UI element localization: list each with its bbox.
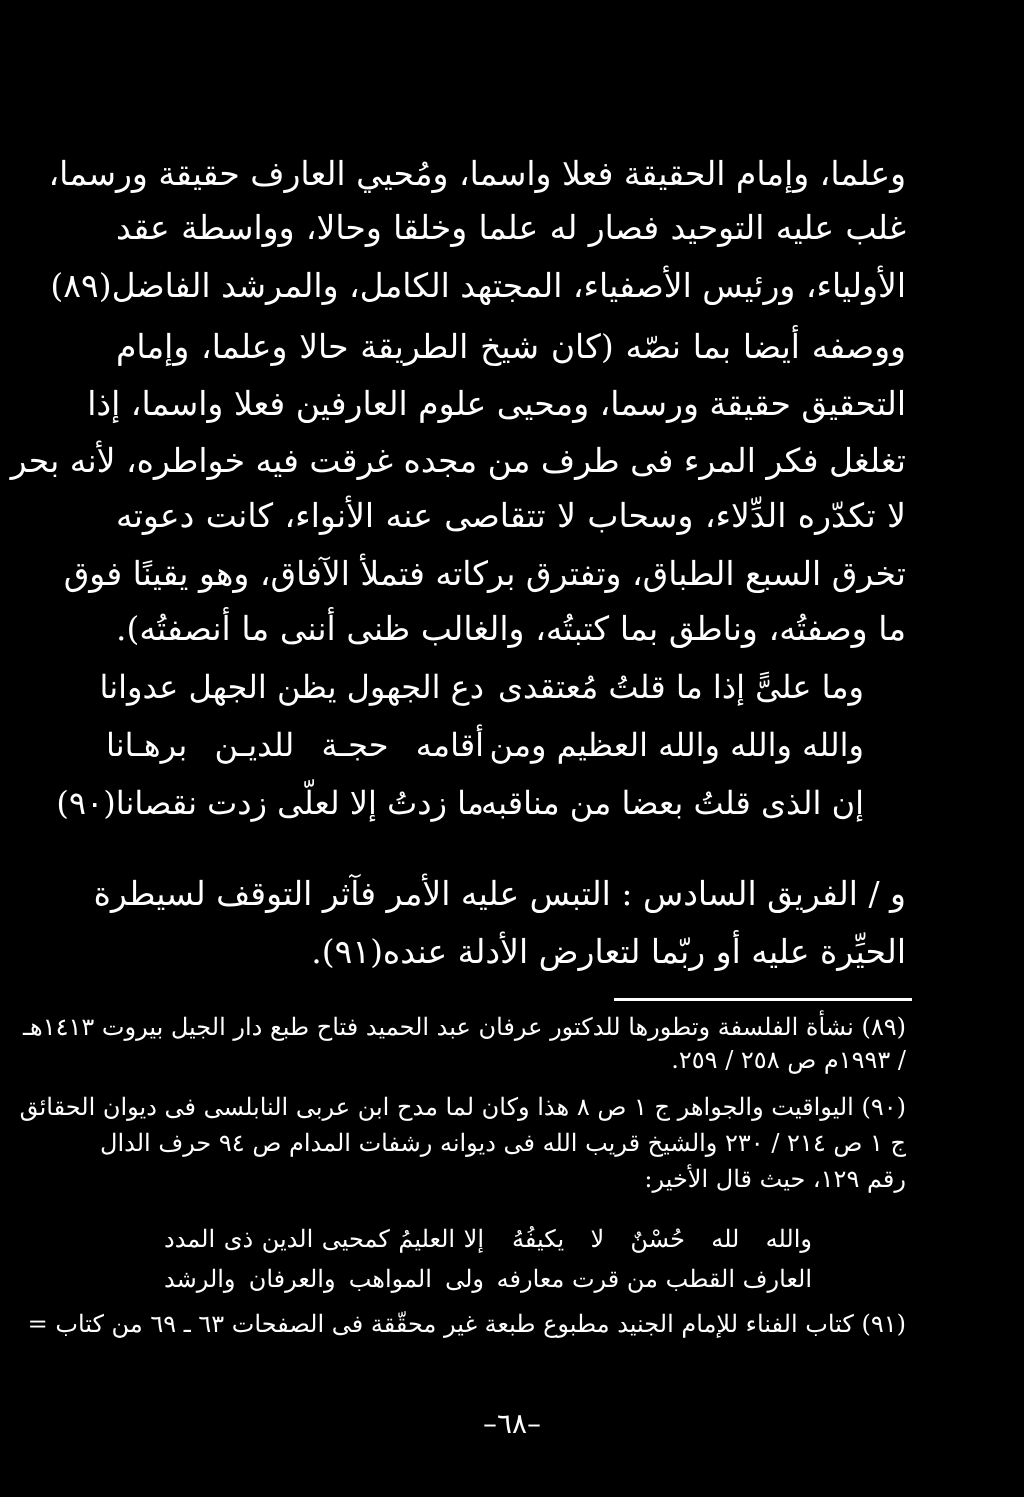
page-number: –٦٨– — [482, 1407, 542, 1440]
footnote-90-line-1: (٩٠) اليواقيت والجواهر ج ١ ص ٨ هذا وكان لما مدح ابن عربى النابلسى فى ديوان الحقائق — [19, 1093, 906, 1121]
footnote-91-line-1: (٩١) كتاب الفناء للإمام الجنيد مطبوع طبعة غير محقّقة فى الصفحات ٦٣ ـ ٦٩ من كتاب = — [27, 1310, 906, 1338]
footnote-90-line-3: رقم ١٢٩، حيث قال الأخير: — [644, 1165, 906, 1193]
body-line-7: لا تكدّره الدِّلاء، وسحاب لا تتقاصى عنه الأنواء، كانت دعوته — [116, 496, 906, 535]
footnote-verse-1-second-hemistich: إلا العليمُ كمحيى الدين ذى المدد — [164, 1225, 484, 1253]
footnote-verse-2-first-hemistich: العارف القطب من قرت معارفه — [496, 1265, 812, 1293]
footnote-89-line-1: (٨٩) نشأة الفلسفة وتطورها للدكتور عرفان عبد الحميد فتاح طبع دار الجيل بيروت ١٤١٣هـ — [23, 1013, 906, 1041]
footnote-verse-2-second-hemistich: ولى المواهب والعرفان والرشد — [164, 1265, 484, 1293]
closing-line-2: الحيِّرة عليه أو ربّما لتعارض الأدلة عنده(٩١). — [311, 932, 906, 971]
body-line-8: تخرق السبع الطباق، وتفترق بركاته فتملأ الآفاق، وهو يقينًا فوق — [63, 554, 906, 593]
footnote-90-line-2: ج ١ ص ٢١٤ / ٢٣٠ والشيخ قريب الله فى ديوانه رشفات المدام ص ٩٤ حرف الدال — [100, 1129, 906, 1157]
body-line-5: التحقيق حقيقة ورسما، ومحيى علوم العارفين فعلا واسما، إذا — [87, 384, 906, 423]
verse-3-first-hemistich: إن الذى قلتُ بعضا من مناقبه — [480, 784, 864, 822]
verse-3-second-hemistich: ما زدتُ إلا لعلّى زدت نقصانا(٩٠) — [56, 784, 484, 822]
footnote-separator — [614, 998, 912, 1001]
footnote-89-line-2: / ١٩٩٣م ص ٢٥٨ / ٢٥٩. — [671, 1046, 906, 1074]
body-line-9: ما وصفتُه، وناطق بما كتبتُه، والغالب ظنى أننى ما أنصفتُه). — [116, 609, 906, 648]
verse-1-second-hemistich: دع الجهول يظن الجهل عدوانا — [99, 668, 484, 706]
body-line-6: تغلغل فكر المرء فى طرف من مجده غرقت فيه خواطره، لأنه بحر — [10, 441, 906, 480]
closing-line-1: و / الفريق السادس : التبس عليه الأمر فآثر التوقف لسيطرة — [93, 874, 906, 913]
body-line-4: ووصفه أيضا بما نصّه (كان شيخ الطريقة حالا وعلما، وإمام — [116, 327, 906, 366]
verse-2-second-hemistich: أقامه حجـة للديـن برهـانا — [106, 726, 484, 764]
verse-2-first-hemistich: والله والله والله العظيم ومن — [489, 726, 864, 764]
body-line-2: غلب عليه التوحيد فصار له علما وخلقا وحالا، وواسطة عقد — [116, 208, 906, 247]
footnote-verse-1-first-hemistich: والله لله حُسْنٌ لا يكيفُهُ — [512, 1225, 812, 1253]
body-line-3: الأولياء، ورئيس الأصفياء، المجتهد الكامل، والمرشد الفاضل(٨٩) — [50, 266, 906, 305]
verse-1-first-hemistich: وما علىًّ إذا ما قلتُ مُعتقدى — [497, 668, 864, 706]
body-line-1: وعلما، وإمام الحقيقة فعلا واسما، ومُحيي العارف حقيقة ورسما، — [48, 154, 906, 193]
